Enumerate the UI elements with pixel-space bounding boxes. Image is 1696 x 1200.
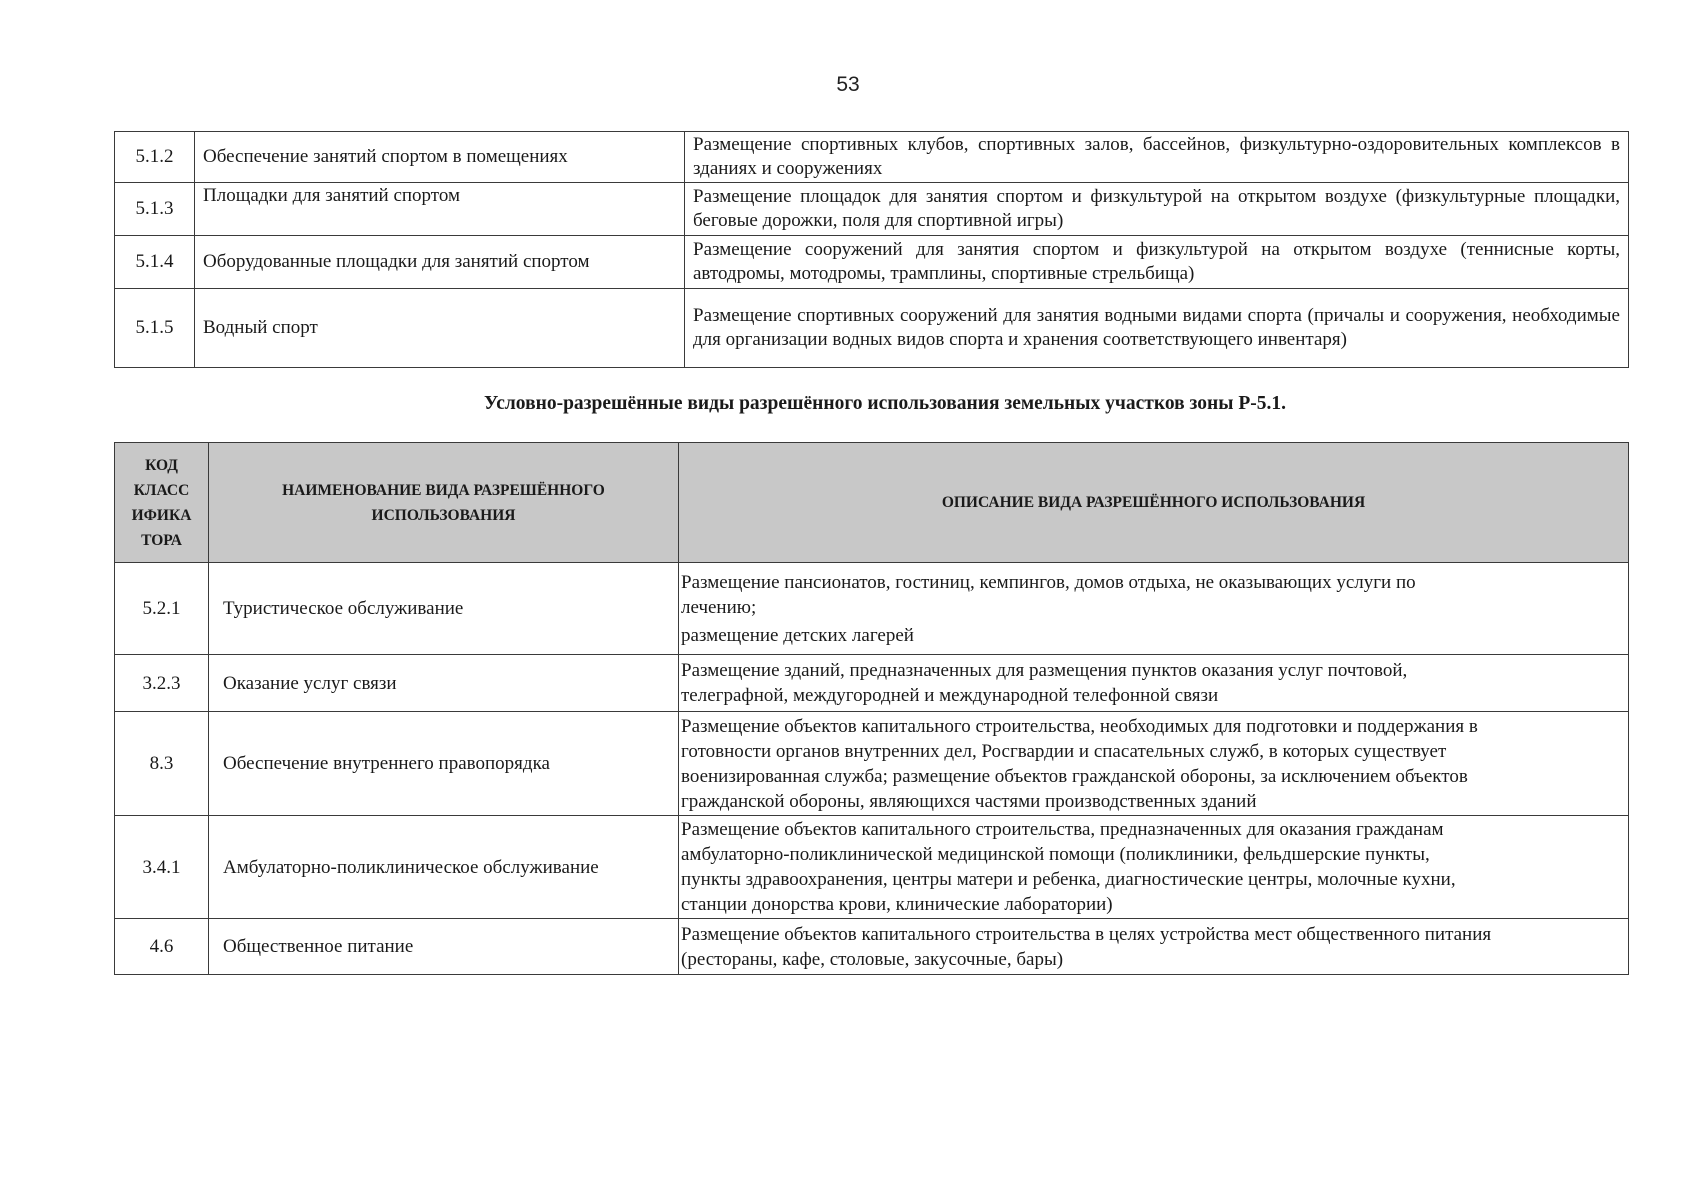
header-code-line: КЛАСС — [133, 481, 190, 499]
header-code-line: ТОРА — [141, 531, 182, 549]
description-line: Размещение зданий, предназначенных для размещения пунктов оказания услуг почтовой, — [681, 660, 1408, 681]
row-description: Размещение площадок для занятия спортом и физкультурой на открытом воздухе (физкультурные площадки, беговые дорожки, поля для спортивной игры) — [685, 183, 1629, 236]
row-code: 5.1.3 — [115, 183, 195, 236]
table-row — [115, 919, 1629, 975]
row-code: 4.6 — [115, 919, 209, 975]
sports-land-use-table — [114, 131, 1629, 368]
description-line: амбулаторно-поликлинической медицинской помощи (поликлиники, фельдшерские пункты, — [681, 844, 1430, 865]
description-line: военизированная служба; размещение объектов гражданской обороны, за исключением объектов — [681, 765, 1468, 787]
header-name-line: ИСПОЛЬЗОВАНИЯ — [371, 506, 516, 524]
table-row — [115, 132, 1629, 183]
header-name — [209, 443, 679, 563]
description-line: гражданской обороны, являющихся частями производственных зданий — [681, 790, 1257, 812]
description-line: готовности органов внутренних дел, Росгвардии и спасательных служб, в которых существует — [681, 740, 1447, 762]
row-name: Оказание услуг связи — [209, 655, 679, 712]
conditional-land-use-table — [114, 442, 1629, 975]
row-code: 5.2.1 — [115, 563, 209, 655]
row-name: Туристическое обслуживание — [209, 563, 679, 655]
description-line: Размещение объектов капитального строительства в целях устройства мест общественного питания — [681, 923, 1492, 945]
page-number: 53 — [836, 73, 860, 96]
row-code: 3.4.1 — [115, 816, 209, 919]
table-row — [115, 816, 1629, 919]
header-code-line: ИФИКА — [131, 506, 192, 524]
row-description: Размещение спортивных сооружений для занятия водными видами спорта (причалы и сооружения, необходимые для организации водных видов спорта и хранения соответствующего инвентаря) — [685, 289, 1629, 368]
row-name: Водный спорт — [195, 289, 685, 368]
table-row — [115, 563, 1629, 655]
row-description — [679, 712, 1629, 816]
row-code: 5.1.2 — [115, 132, 195, 183]
row-description — [679, 655, 1629, 712]
header-row — [115, 443, 1629, 563]
row-code: 8.3 — [115, 712, 209, 816]
table-row — [115, 236, 1629, 289]
description-line: Размещение объектов капитального строительства, предназначенных для оказания гражданам — [681, 819, 1444, 840]
row-name: Обеспечение внутреннего правопорядка — [209, 712, 679, 816]
header-code-line: КОД — [145, 456, 178, 474]
row-name: Общественное питание — [209, 919, 679, 975]
description-line: лечению; — [681, 596, 757, 618]
description-line: Размещение объектов капитального строительства, необходимых для подготовки и поддержания в — [681, 715, 1478, 737]
row-description — [679, 919, 1629, 975]
row-name: Амбулаторно-поликлиническое обслуживание — [209, 816, 679, 919]
description-line: (рестораны, кафе, столовые, закусочные, бары) — [681, 948, 1064, 970]
description-line: размещение детских лагерей — [681, 624, 914, 646]
description-line: телеграфной, междугородней и международной телефонной связи — [681, 685, 1219, 706]
row-code: 5.1.5 — [115, 289, 195, 368]
row-code: 3.2.3 — [115, 655, 209, 712]
row-name: Площадки для занятий спортом — [195, 183, 685, 236]
row-description — [679, 816, 1629, 919]
row-name: Оборудованные площадки для занятий спортом — [195, 236, 685, 289]
description-line: станции донорства крови, клинические лаборатории) — [681, 894, 1113, 915]
header-code — [115, 443, 209, 563]
table-row — [115, 655, 1629, 712]
section-title: Условно-разрешённые виды разрешённого использования земельных участков зоны Р-5.1. — [484, 393, 1286, 414]
description-line: Размещение пансионатов, гостиниц, кемпингов, домов отдыха, не оказывающих услуги по — [681, 571, 1416, 593]
description-line: пункты здравоохранения, центры матери и ребенка, диагностические центры, молочные кухни, — [681, 869, 1456, 890]
row-description: Размещение спортивных клубов, спортивных залов, бассейнов, физкультурно-оздоровительных комплексов в зданиях и сооружениях — [685, 132, 1629, 183]
header-name-line: НАИМЕНОВАНИЕ ВИДА РАЗРЕШЁННОГО — [282, 481, 605, 499]
row-name: Обеспечение занятий спортом в помещениях — [195, 132, 685, 183]
row-code: 5.1.4 — [115, 236, 195, 289]
row-description: Размещение сооружений для занятия спортом и физкультурой на открытом воздухе (теннисные корты, автодромы, мотодромы, трамплины, спортивные стрельбища) — [685, 236, 1629, 289]
table-row — [115, 712, 1629, 816]
table-row — [115, 289, 1629, 368]
header-description: ОПИСАНИЕ ВИДА РАЗРЕШЁННОГО ИСПОЛЬЗОВАНИЯ — [679, 443, 1629, 563]
table-row — [115, 183, 1629, 236]
row-description — [679, 563, 1629, 655]
